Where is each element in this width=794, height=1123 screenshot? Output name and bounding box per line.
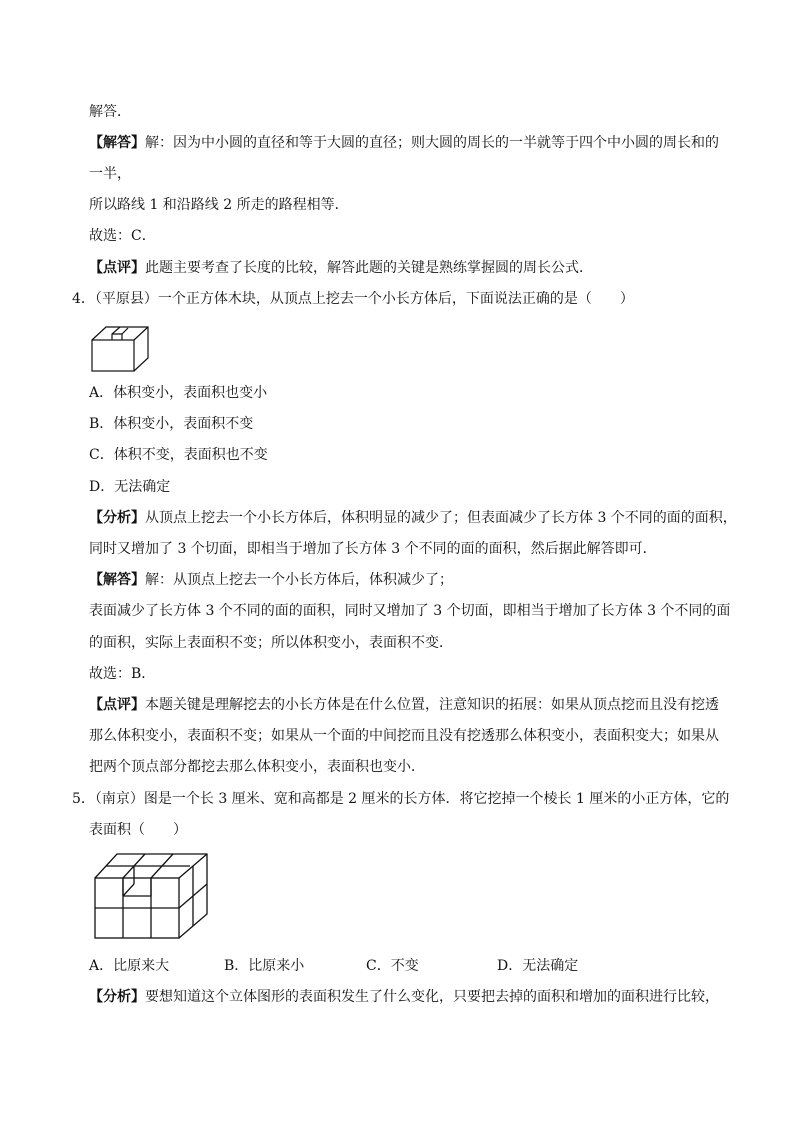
option-d: D．无法确定 (497, 958, 579, 974)
question-5-stem-cont: 表面积（ ） (89, 822, 187, 838)
option-a: A．体积变小，表面积也变小 (89, 385, 268, 401)
solution-text: 解：从顶点上挖去一个小长方体后，体积减少了； (145, 572, 453, 588)
analysis-text: 要想知道这个立体图形的表面积发生了什么变化，只要把去掉的面积和增加的面积进行比较， (145, 989, 719, 1005)
analysis-line: 同时又增加了 3 个切面，即相当于增加了长方体 3 个不同的面的面积，然后据此解答即可． (89, 541, 657, 557)
option-b: B．体积变小，表面积不变 (89, 416, 254, 432)
analysis-tag: 【分析】 (89, 989, 145, 1005)
text-line: 一半， (89, 166, 131, 182)
comment-text: 此题主要考查了长度的比较，解答此题的关键是熟练掌握圆的周长公式． (145, 260, 593, 276)
comment-line: 那么体积变小，表面积不变；如果从一个面的中间挖而且没有挖透那么体积变小，表面积变大；如果从 (89, 728, 719, 744)
analysis-tag: 【分析】 (89, 510, 145, 526)
comment-tag: 【点评】 (89, 697, 145, 713)
cube-figure (90, 324, 152, 374)
solution-line: 的面积，实际上表面积不变；所以体积变小，表面积不变． (89, 635, 453, 651)
analysis-line (89, 508, 737, 528)
comment-line (89, 258, 593, 278)
option-c: C．体积不变，表面积也不变 (89, 447, 268, 463)
solution-text: 解：因为中小圆的直径和等于大圆的直径；则大圆的周长的一半就等于四个中小圆的周长和的 (145, 135, 719, 151)
comment-tag: 【点评】 (89, 260, 145, 276)
solution-tag: 【解答】 (89, 572, 145, 588)
option-a: A．比原来大 (89, 958, 170, 974)
comment-line: 把两个顶点部分都挖去那么体积变小，表面积也变小． (89, 759, 425, 775)
comment-text: 本题关键是理解挖去的小长方体是在什么位置，注意知识的拓展：如果从顶点挖而且没有挖透 (145, 697, 719, 713)
option-b: B．比原来小 (224, 958, 305, 974)
option-c: C．不变 (366, 958, 419, 974)
solution-line (89, 570, 453, 590)
solution-line: 表面减少了长方体 3 个不同的面的面积，同时又增加了 3 个切面，即相当于增加了长方体 3 个不同的面 (89, 603, 731, 619)
question-5-stem: 5．（南京）图是一个长 3 厘米、宽和高都是 2 厘米的长方体．将它挖掉一个棱长 1 厘米的小正方体，它的 (72, 791, 730, 807)
text-line: 解答． (89, 104, 131, 120)
analysis-text: 从顶点上挖去一个小长方体后，体积明显的减少了；但表面减少了长方体 3 个不同的面的面积， (145, 510, 737, 526)
option-d: D．无法确定 (89, 479, 171, 495)
analysis-line (89, 987, 719, 1007)
cuboid-figure (93, 852, 211, 942)
choice-line: 故选：C． (89, 228, 156, 244)
comment-line (89, 695, 719, 715)
text-line: 所以路线 1 和沿路线 2 所走的路程相等． (89, 197, 349, 213)
solution-line (89, 133, 719, 153)
choice-line: 故选：B． (89, 666, 156, 682)
question-4-stem: 4．（平原县）一个正方体木块，从顶点上挖去一个小长方体后，下面说法正确的是（ ） (72, 291, 634, 307)
solution-tag: 【解答】 (89, 135, 145, 151)
